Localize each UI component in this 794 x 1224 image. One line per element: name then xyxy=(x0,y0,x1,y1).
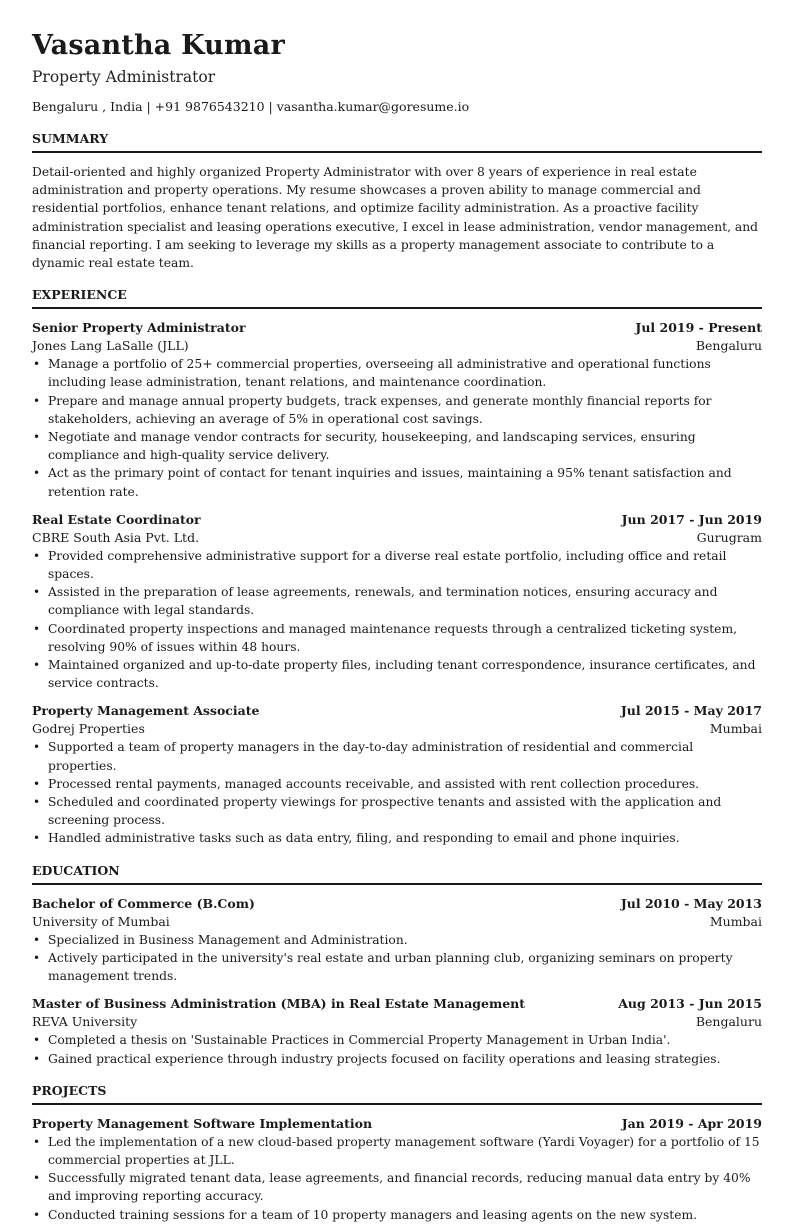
section-heading: EXPERIENCE xyxy=(32,286,762,309)
education-bullets xyxy=(32,931,762,986)
project-bullets xyxy=(32,1133,762,1224)
education-bullets xyxy=(32,1031,762,1067)
job-bullets xyxy=(32,547,762,693)
school-name: University of Mumbai xyxy=(32,913,170,929)
bullet-item: • Specialized in Business Management and Administration. xyxy=(48,931,762,949)
job-location: Mumbai xyxy=(709,721,762,737)
bullet-item: • Handled administrative tasks such as data entry, filing, and responding to email and phone inquiries. xyxy=(48,829,762,847)
job-dates: Jul 2015 - May 2017 xyxy=(620,703,762,719)
summary-text: Detail-oriented and highly organized Property Administrator with over 8 years of experience in real estate administration and property operations. My resume showcases a proven ability to manage commercial and residential portfolios, enhance tenant relations, and optimize facility administration. As a proactive facility administration specialist and leasing operations executive, I excel in lease administration, vendor management, and financial reporting. I am seeking to leverage my skills as a property management associate to contribute to a dynamic real estate team. xyxy=(32,165,759,271)
bullet-item: • Prepare and manage annual property budgets, track expenses, and generate monthly financial reports for stakeholders, achieving an average of 5% in operational cost savings. xyxy=(48,392,762,428)
school-location: Bengaluru xyxy=(695,1014,762,1030)
school-name: REVA University xyxy=(32,1014,138,1030)
project-entry xyxy=(32,1115,762,1224)
education-dates: Jul 2010 - May 2013 xyxy=(620,895,762,911)
job-company: Jones Lang LaSalle (JLL) xyxy=(32,338,189,354)
job-location: Bengaluru xyxy=(695,338,762,354)
bullet-item: • Gained practical experience through industry projects focused on facility operations and leasing strategies. xyxy=(48,1050,762,1068)
bullet-item: • Actively participated in the university's real estate and urban planning club, organizing seminars on property management trends. xyxy=(48,949,762,985)
job-company: Godrej Properties xyxy=(32,721,145,737)
education-entry xyxy=(32,895,762,986)
bullet-item: • Completed a thesis on 'Sustainable Practices in Commercial Property Management in Urban India'. xyxy=(48,1031,762,1049)
bullet-item: • Processed rental payments, managed accounts receivable, and assisted with rent collection procedures. xyxy=(48,775,762,793)
job-role: Real Estate Coordinator xyxy=(32,511,201,527)
project-dates: Jan 2019 - Apr 2019 xyxy=(621,1115,762,1131)
project-name: Property Management Software Implementation xyxy=(32,1115,373,1131)
bullet-item: • Provided comprehensive administrative support for a diverse real estate portfolio, including office and retail spaces. xyxy=(48,547,762,583)
bullet-item: • Scheduled and coordinated property viewings for prospective tenants and assisted with the application and screening process. xyxy=(48,793,762,829)
job-role: Senior Property Administrator xyxy=(32,320,246,336)
job-dates: Jun 2017 - Jun 2019 xyxy=(621,511,762,527)
bullet-item: • Conducted training sessions for a team of 10 property managers and leasing agents on the new system. xyxy=(48,1206,762,1224)
experience-section xyxy=(32,286,762,847)
job-dates: Jul 2019 - Present xyxy=(635,320,762,336)
job-bullets xyxy=(32,738,762,847)
bullet-item: • Successfully migrated tenant data, lease agreements, and financial records, reducing manual data entry by 40% and improving reporting accuracy. xyxy=(48,1169,762,1205)
projects-section xyxy=(32,1082,762,1224)
job-bullets xyxy=(32,355,762,501)
section-heading: SUMMARY xyxy=(32,130,762,153)
section-heading: PROJECTS xyxy=(32,1082,762,1105)
candidate-title: Property Administrator xyxy=(32,68,216,86)
bullet-item: • Led the implementation of a new cloud-based property management software (Yardi Voyager) for a portfolio of 15 commercial properties at JLL. xyxy=(48,1133,762,1169)
bullet-item: • Manage a portfolio of 25+ commercial properties, overseeing all administrative and operational functions including lease administration, tenant relations, and maintenance coordination. xyxy=(48,355,762,391)
summary-section xyxy=(32,130,762,272)
job-company: CBRE South Asia Pvt. Ltd. xyxy=(32,529,200,545)
job-role: Property Management Associate xyxy=(32,703,260,719)
section-heading: EDUCATION xyxy=(32,862,762,885)
education-dates: Aug 2013 - Jun 2015 xyxy=(618,996,762,1012)
contact-line: Bengaluru , India | +91 9876543210 | vasantha.kumar@goresume.io xyxy=(32,99,470,114)
education-entry xyxy=(32,995,762,1067)
bullet-item: • Assisted in the preparation of lease agreements, renewals, and termination notices, ensuring accuracy and compliance with legal standards. xyxy=(48,583,762,619)
bullet-item: • Act as the primary point of contact for tenant inquiries and issues, maintaining a 95% tenant satisfaction and retention rate. xyxy=(48,464,762,500)
bullet-item: • Coordinated property inspections and managed maintenance requests through a centralized ticketing system, resolving 90% of issues within 48 hours. xyxy=(48,620,762,656)
experience-entry xyxy=(32,319,762,501)
candidate-name: Vasantha Kumar xyxy=(32,30,285,61)
school-location: Mumbai xyxy=(709,913,762,929)
experience-entry xyxy=(32,511,762,693)
bullet-item: • Negotiate and manage vendor contracts for security, housekeeping, and landscaping services, ensuring compliance and high-quality service delivery. xyxy=(48,428,762,464)
bullet-item: • Supported a team of property managers in the day-to-day administration of residential and commercial properties. xyxy=(48,738,762,774)
degree-name: Master of Business Administration (MBA) in Real Estate Management xyxy=(32,996,526,1012)
education-section xyxy=(32,862,762,1068)
bullet-item: • Maintained organized and up-to-date property files, including tenant correspondence, insurance certificates, and service contracts. xyxy=(48,656,762,692)
degree-name: Bachelor of Commerce (B.Com) xyxy=(32,895,255,911)
job-location: Gurugram xyxy=(696,529,762,545)
experience-entry xyxy=(32,702,762,847)
